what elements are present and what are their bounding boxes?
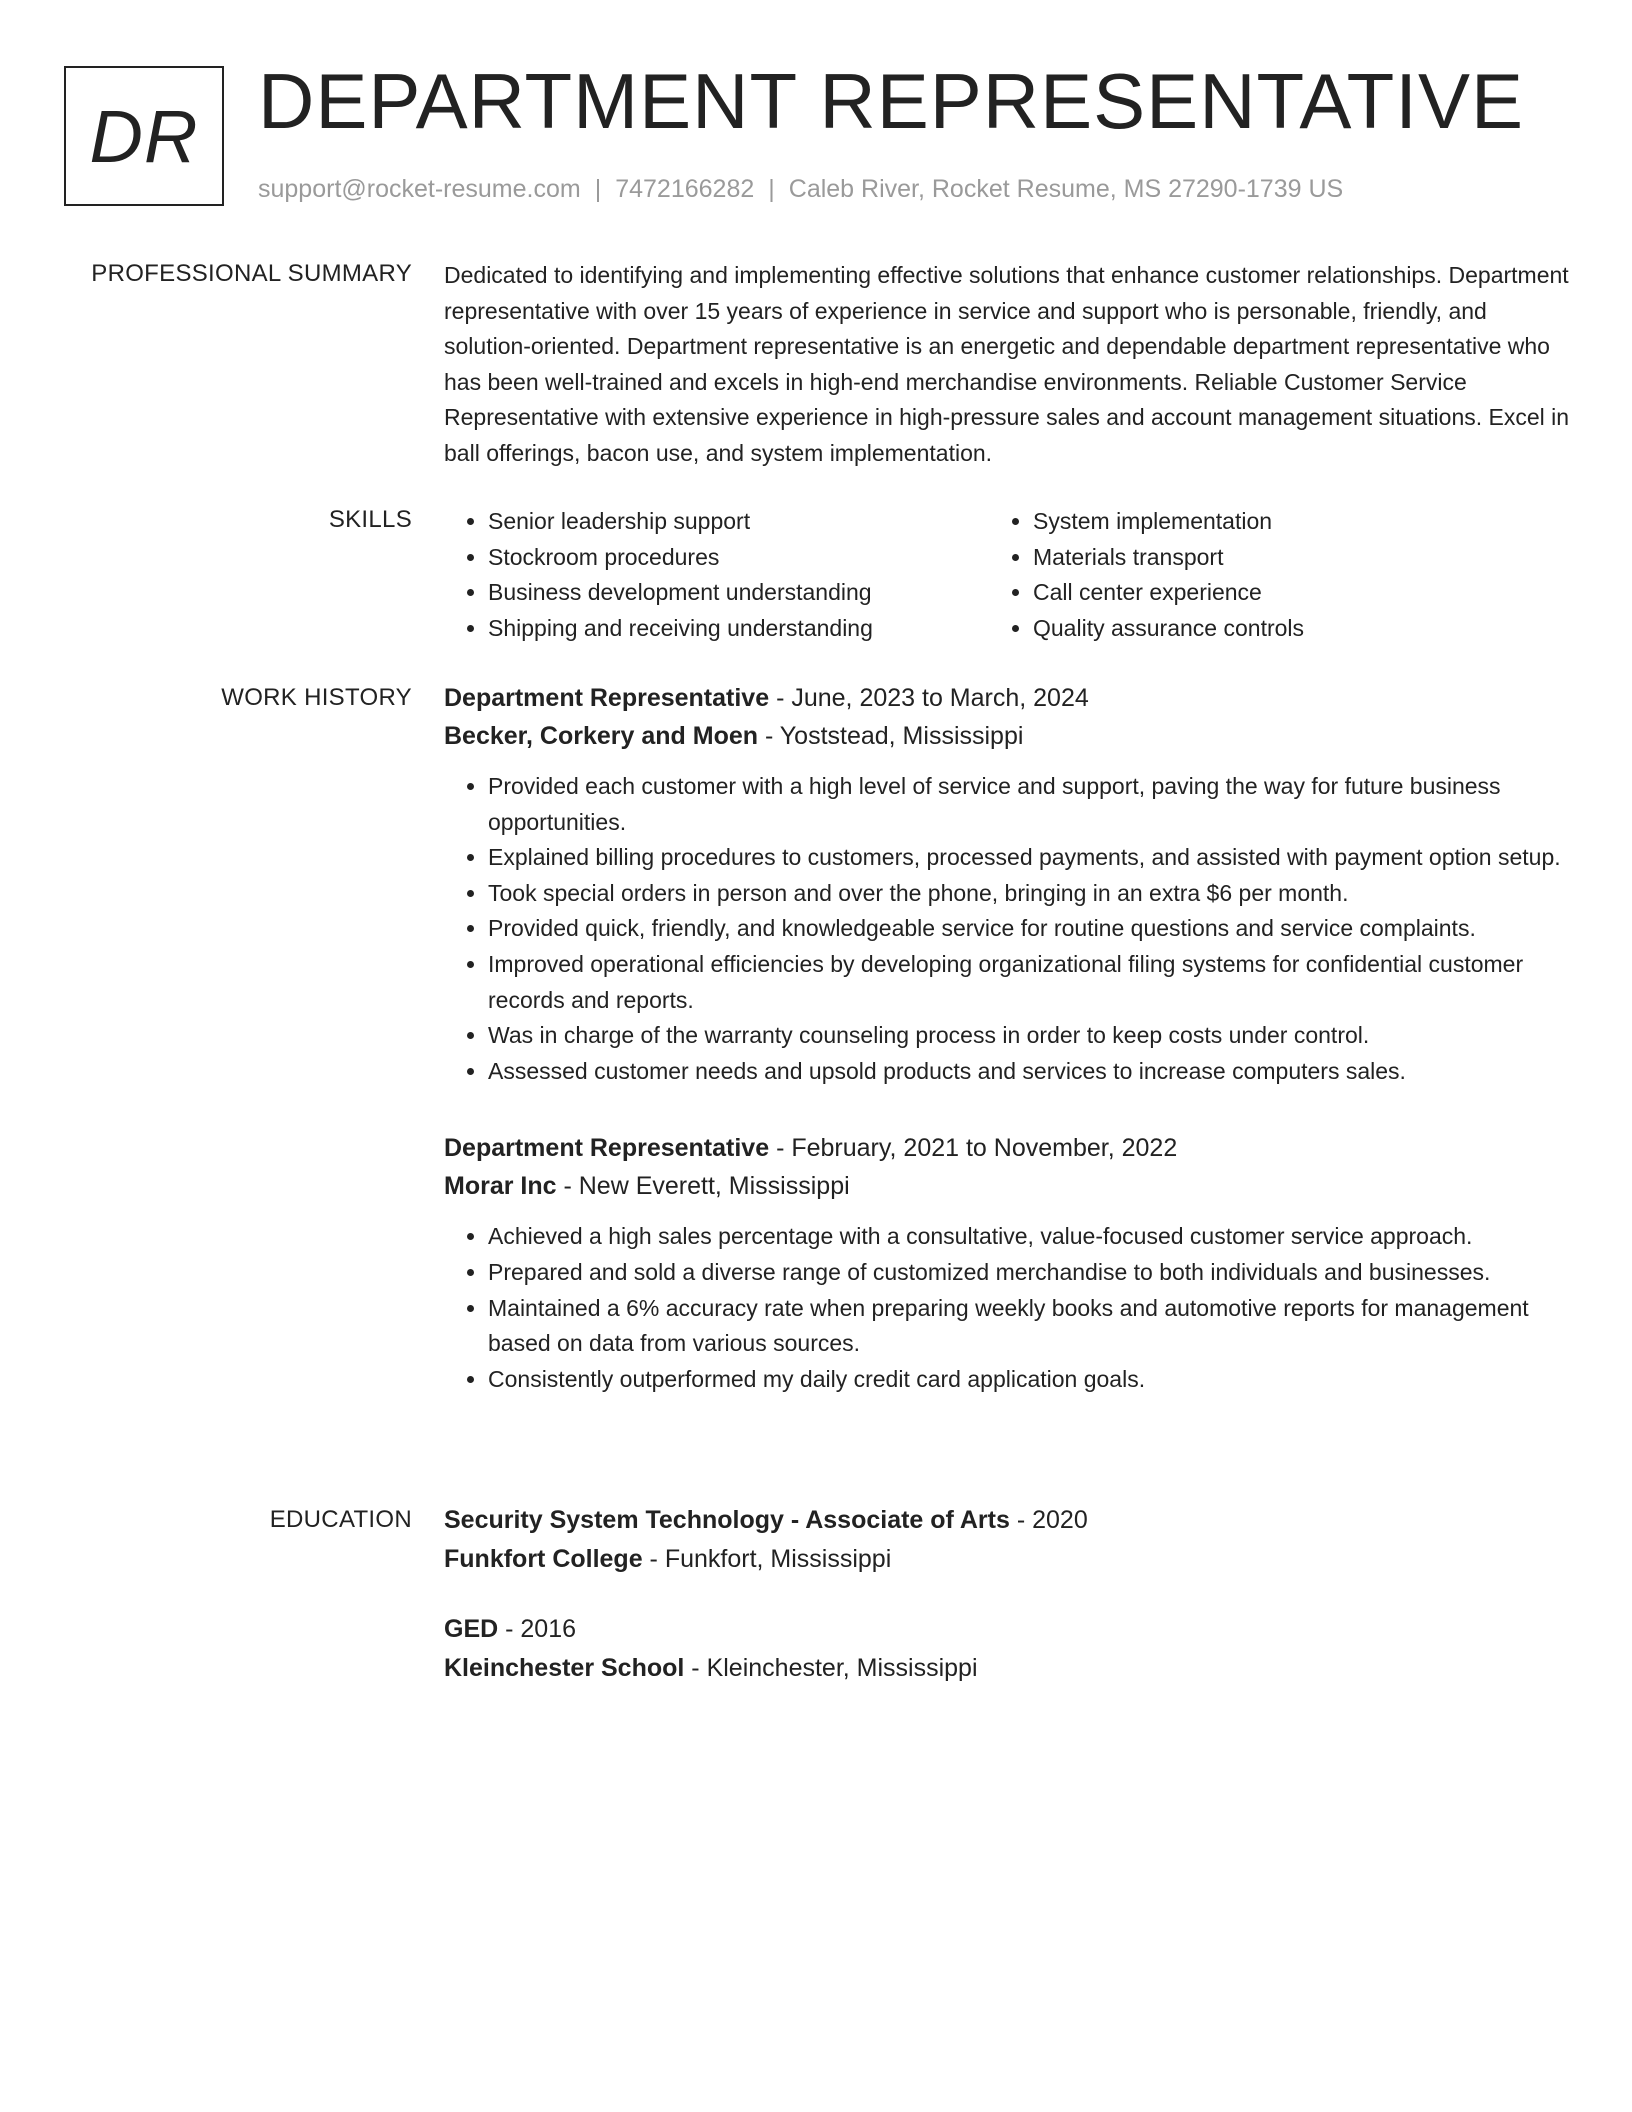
education-degree: Security System Technology - Associate of Arts	[444, 1506, 1010, 1534]
job-duty: • Provided each customer with a high level of service and support, paving the way for future business opportunities.	[488, 769, 1574, 840]
job-dates: - June, 2023 to March, 2024	[769, 684, 1089, 712]
job-duties-list	[444, 769, 1574, 1089]
skills-list-left	[444, 504, 989, 646]
job-title: Department Representative	[444, 1134, 770, 1163]
skills-body	[444, 504, 1574, 646]
education-body	[444, 1501, 1574, 1688]
summary-body	[444, 258, 1574, 472]
job-location: - New Everett, Mississippi	[556, 1172, 850, 1201]
job-title-line	[444, 1129, 1574, 1167]
job-duty: • Was in charge of the warranty counseling process in order to keep costs under control.	[488, 1018, 1574, 1054]
education-entry	[444, 1610, 1574, 1688]
education-degree-line	[444, 1501, 1574, 1540]
skill-item: • Business development understanding	[488, 575, 989, 611]
contact-separator: |	[594, 175, 602, 203]
skill-item: • Senior leadership support	[488, 504, 989, 540]
job-duty: • Consistently outperformed my daily credit card application goals.	[488, 1362, 1574, 1398]
education-school-line	[444, 1649, 1574, 1688]
section-label-skills: SKILLS	[328, 506, 412, 533]
education-year: - 2020	[1009, 1506, 1088, 1534]
skill-item: • Shipping and receiving understanding	[488, 611, 989, 647]
education-degree-line	[444, 1610, 1574, 1649]
job-company-line	[444, 1167, 1574, 1205]
skills-columns	[444, 504, 1574, 646]
skill-item: • Call center experience	[1033, 575, 1534, 611]
monogram-box	[64, 66, 224, 206]
section-label-summary: PROFESSIONAL SUMMARY	[91, 260, 412, 287]
education-school-line	[444, 1540, 1574, 1579]
skills-list-right	[989, 504, 1534, 646]
job-duty: • Prepared and sold a diverse range of customized merchandise to both individuals and businesses.	[488, 1255, 1574, 1291]
job-duty: • Assessed customer needs and upsold products and services to increase computers sales.	[488, 1054, 1574, 1090]
section-label-work-history: WORK HISTORY	[221, 684, 412, 711]
summary-text: Dedicated to identifying and implementing effective solutions that enhance customer relationships. Department representative with over 15 years of experience in service and support who is personable, friendly, and solution-oriented. Department representative is an energetic and dependable department representative who has been well-trained and excels in high-end merchandise environments. Reliable Customer Service Representative with extensive experience in high-pressure sales and account management situations. Excel in ball offerings, bacon use, and system implementation.	[444, 262, 1570, 466]
education-entry	[444, 1501, 1574, 1579]
job-entry	[444, 1129, 1574, 1397]
job-duty: • Improved operational efficiencies by developing organizational filing systems for confidential customer records and reports.	[488, 947, 1574, 1018]
contact-email[interactable]: support@rocket-resume.com	[258, 175, 581, 203]
education-school: Funkfort College	[444, 1545, 643, 1573]
contact-line	[258, 174, 1343, 204]
education-location: - Kleinchester, Mississippi	[684, 1654, 978, 1682]
education-school: Kleinchester School	[444, 1654, 685, 1682]
work-history-body	[444, 679, 1574, 1397]
skill-item: • Materials transport	[1033, 540, 1534, 576]
job-company: Morar Inc	[444, 1172, 557, 1201]
contact-address: Caleb River, Rocket Resume, MS 27290-1739 US	[788, 175, 1344, 203]
job-duties-list	[444, 1219, 1574, 1397]
section-label-education: EDUCATION	[269, 1506, 412, 1533]
job-company: Becker, Corkery and Moen	[444, 722, 759, 750]
candidate-name: DEPARTMENT REPRESENTATIVE	[258, 57, 1524, 145]
job-duty: • Achieved a high sales percentage with a consultative, value-focused customer service approach.	[488, 1219, 1574, 1255]
education-location: - Funkfort, Mississippi	[642, 1545, 892, 1573]
skill-item: • Stockroom procedures	[488, 540, 989, 576]
skill-item: • Quality assurance controls	[1033, 611, 1534, 647]
education-year: - 2016	[498, 1615, 577, 1643]
contact-separator: |	[768, 175, 775, 203]
job-duty: • Explained billing procedures to customers, processed payments, and assisted with payment option setup.	[488, 840, 1574, 876]
job-dates: - February, 2021 to November, 2022	[769, 1134, 1178, 1163]
job-location: - Yoststead, Mississippi	[758, 722, 1024, 750]
job-title-line	[444, 679, 1574, 717]
education-degree: GED	[444, 1615, 499, 1643]
job-company-line	[444, 717, 1574, 755]
contact-phone[interactable]: 7472166282	[615, 175, 755, 203]
job-duty: • Provided quick, friendly, and knowledgeable service for routine questions and service complaints.	[488, 911, 1574, 947]
job-duty: • Took special orders in person and over the phone, bringing in an extra $6 per month.	[488, 876, 1574, 912]
skill-item: • System implementation	[1033, 504, 1534, 540]
job-entry	[444, 679, 1574, 1089]
job-duty: • Maintained a 6% accuracy rate when preparing weekly books and automotive reports for management based on data from various sources.	[488, 1291, 1574, 1362]
monogram-initials: DR	[89, 94, 199, 178]
job-title: Department Representative	[444, 684, 770, 712]
